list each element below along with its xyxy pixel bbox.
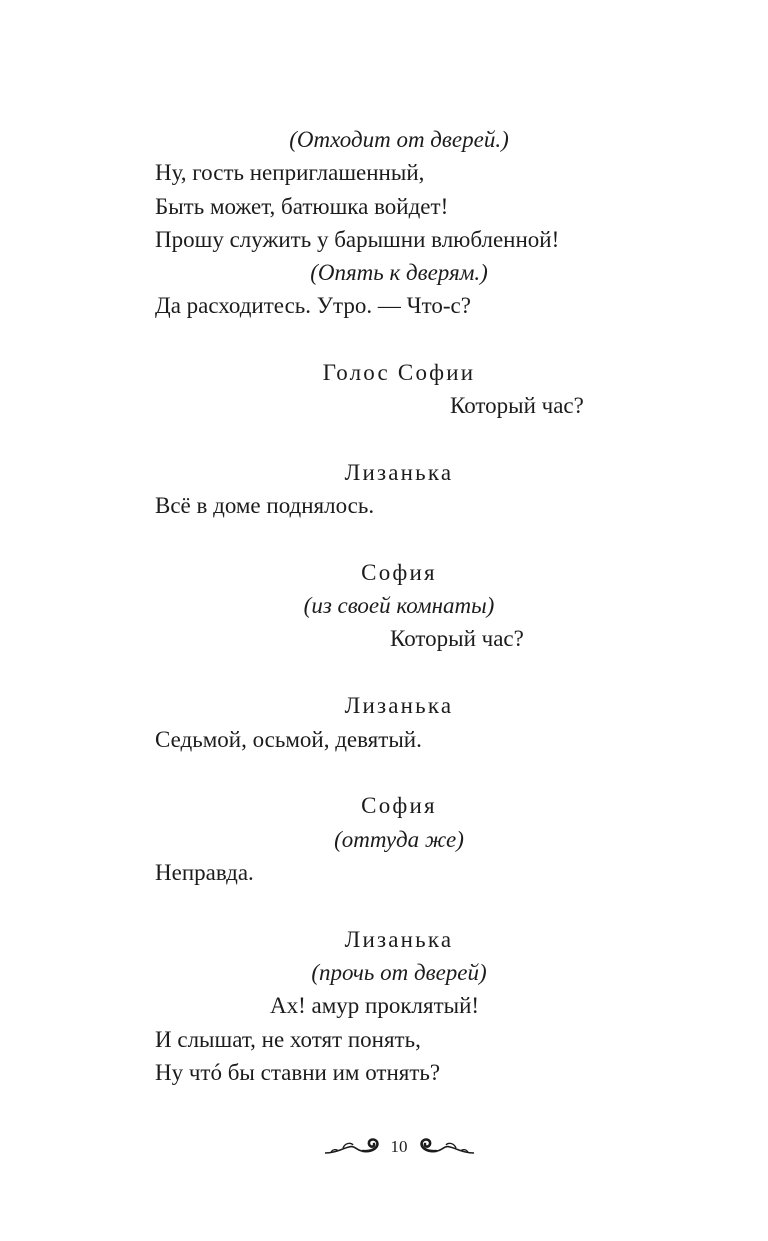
speaker-name: Лизанька	[344, 927, 454, 952]
stage-direction: (прочь от дверей)	[311, 960, 487, 985]
verse-line: Неправда.	[155, 860, 254, 885]
page-number: 10	[390, 1137, 408, 1156]
speaker-name: София	[361, 560, 437, 585]
flourish-left-icon	[323, 1135, 385, 1159]
verse-line: Прошу служить у барышни влюбленной!	[155, 227, 560, 252]
verse-line: Седьмой, осьмой, девятый.	[155, 727, 422, 752]
verse-line: Быть может, батюшка войдет!	[155, 194, 449, 219]
stage-direction: (Отходит от дверей.)	[289, 127, 509, 152]
stage-direction: (Опять к дверям.)	[310, 260, 488, 285]
page-folio	[0, 1132, 768, 1162]
flourish-right-icon	[414, 1135, 476, 1159]
stage-direction: (из своей комнаты)	[303, 593, 495, 618]
verse-line: Ну чтó бы ставни им отнять?	[155, 1060, 441, 1085]
verse-line: Да расходитесь. Утро. — Что-с?	[155, 293, 471, 318]
speaker-name: Голос Софии	[322, 360, 476, 385]
speaker-name: Лизанька	[344, 460, 454, 485]
verse-line: Который час?	[390, 626, 524, 651]
verse-line: Ну, гость неприглашенный,	[155, 160, 425, 185]
speaker-name: София	[361, 793, 437, 818]
verse-line: Всё в доме поднялось.	[155, 493, 375, 518]
verse-line: И слышат, не хотят понять,	[155, 1027, 421, 1052]
verse-line: Ах! амур проклятый!	[270, 993, 480, 1018]
speaker-name: Лизанька	[344, 693, 454, 718]
stage-direction: (оттуда же)	[334, 827, 464, 852]
verse-line: Который час?	[450, 393, 584, 418]
